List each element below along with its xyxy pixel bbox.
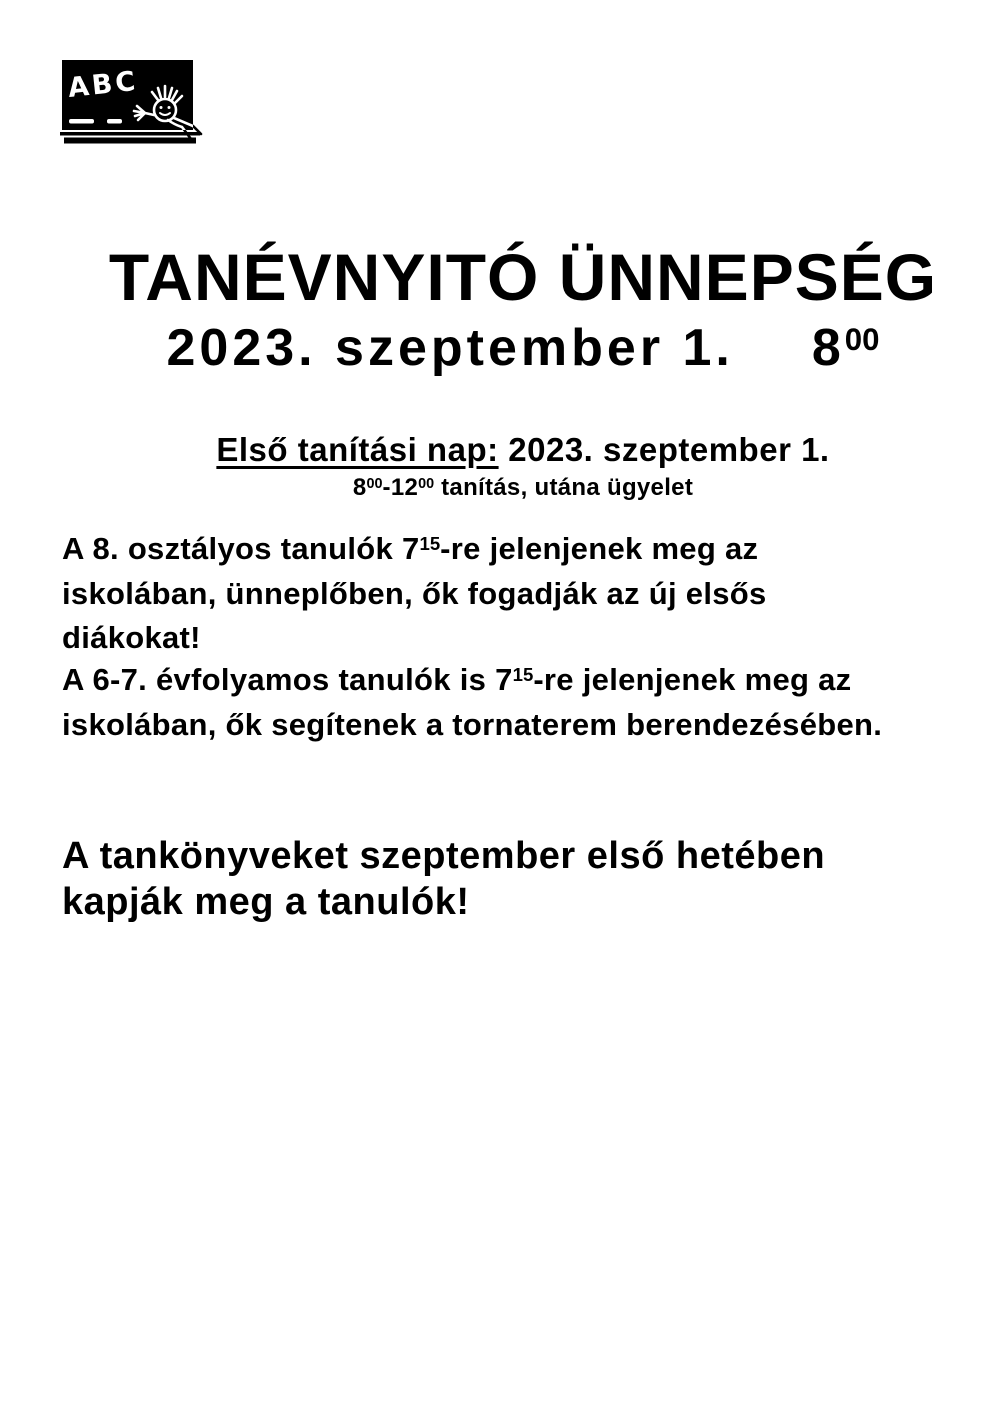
first-day-date: 2023. szeptember 1. bbox=[498, 431, 830, 468]
abc-blackboard-logo bbox=[55, 55, 205, 150]
paragraph-text: A 6-7. évfolyamos tanulók is 7 bbox=[62, 662, 513, 697]
paragraph-line: diákokat! bbox=[62, 620, 201, 655]
schedule-end-minutes: 00 bbox=[418, 476, 435, 493]
schedule-start-hour: 8 bbox=[352, 474, 367, 501]
paragraph-line bbox=[62, 658, 984, 703]
time-superscript: 15 bbox=[419, 533, 441, 555]
page-title: TANÉVNYITÓ ÜNNEPSÉG bbox=[108, 240, 938, 314]
chalk-tray-top bbox=[60, 132, 200, 136]
first-day-label: Első tanítási nap: bbox=[216, 431, 499, 468]
chalk-piece-icon bbox=[107, 119, 122, 124]
paragraph-grade8 bbox=[62, 527, 984, 661]
blackboard-icon bbox=[55, 55, 205, 150]
time-superscript: 15 bbox=[512, 664, 534, 686]
schedule-start-minutes: 00 bbox=[366, 476, 383, 493]
event-date-line bbox=[62, 320, 984, 376]
event-time-hour: 8 bbox=[811, 319, 845, 377]
logo-abc-text: ABC bbox=[66, 65, 140, 104]
paragraph-line bbox=[62, 527, 984, 572]
paragraph-line: iskolában, ünneplőben, ők fogadják az új elsős bbox=[62, 575, 767, 611]
chalk-piece-icon bbox=[69, 119, 94, 124]
textbook-note-line: A tankönyveket szeptember első hetében bbox=[62, 835, 826, 877]
textbook-note bbox=[62, 833, 984, 925]
event-date: 2023. szeptember 1. bbox=[166, 319, 734, 377]
schedule-description: tanítás, utána ügyelet bbox=[434, 474, 694, 501]
paragraph-text: -re jelenjenek meg az bbox=[440, 531, 759, 566]
textbook-note-line: kapják meg a tanulók! bbox=[62, 881, 470, 923]
paragraph-text: -re jelenjenek meg az bbox=[533, 662, 852, 697]
first-day-line bbox=[62, 431, 984, 469]
event-time-minutes: 00 bbox=[844, 322, 880, 358]
paragraph-grade67 bbox=[62, 658, 984, 747]
paragraph-text: A 8. osztályos tanulók 7 bbox=[62, 531, 420, 566]
paragraph-line: iskolában, ők segítenek a tornaterem berendezésében. bbox=[62, 706, 883, 742]
chalk-tray-base bbox=[64, 138, 196, 144]
schedule-line bbox=[62, 474, 984, 502]
schedule-end-hour: -12 bbox=[382, 474, 419, 501]
